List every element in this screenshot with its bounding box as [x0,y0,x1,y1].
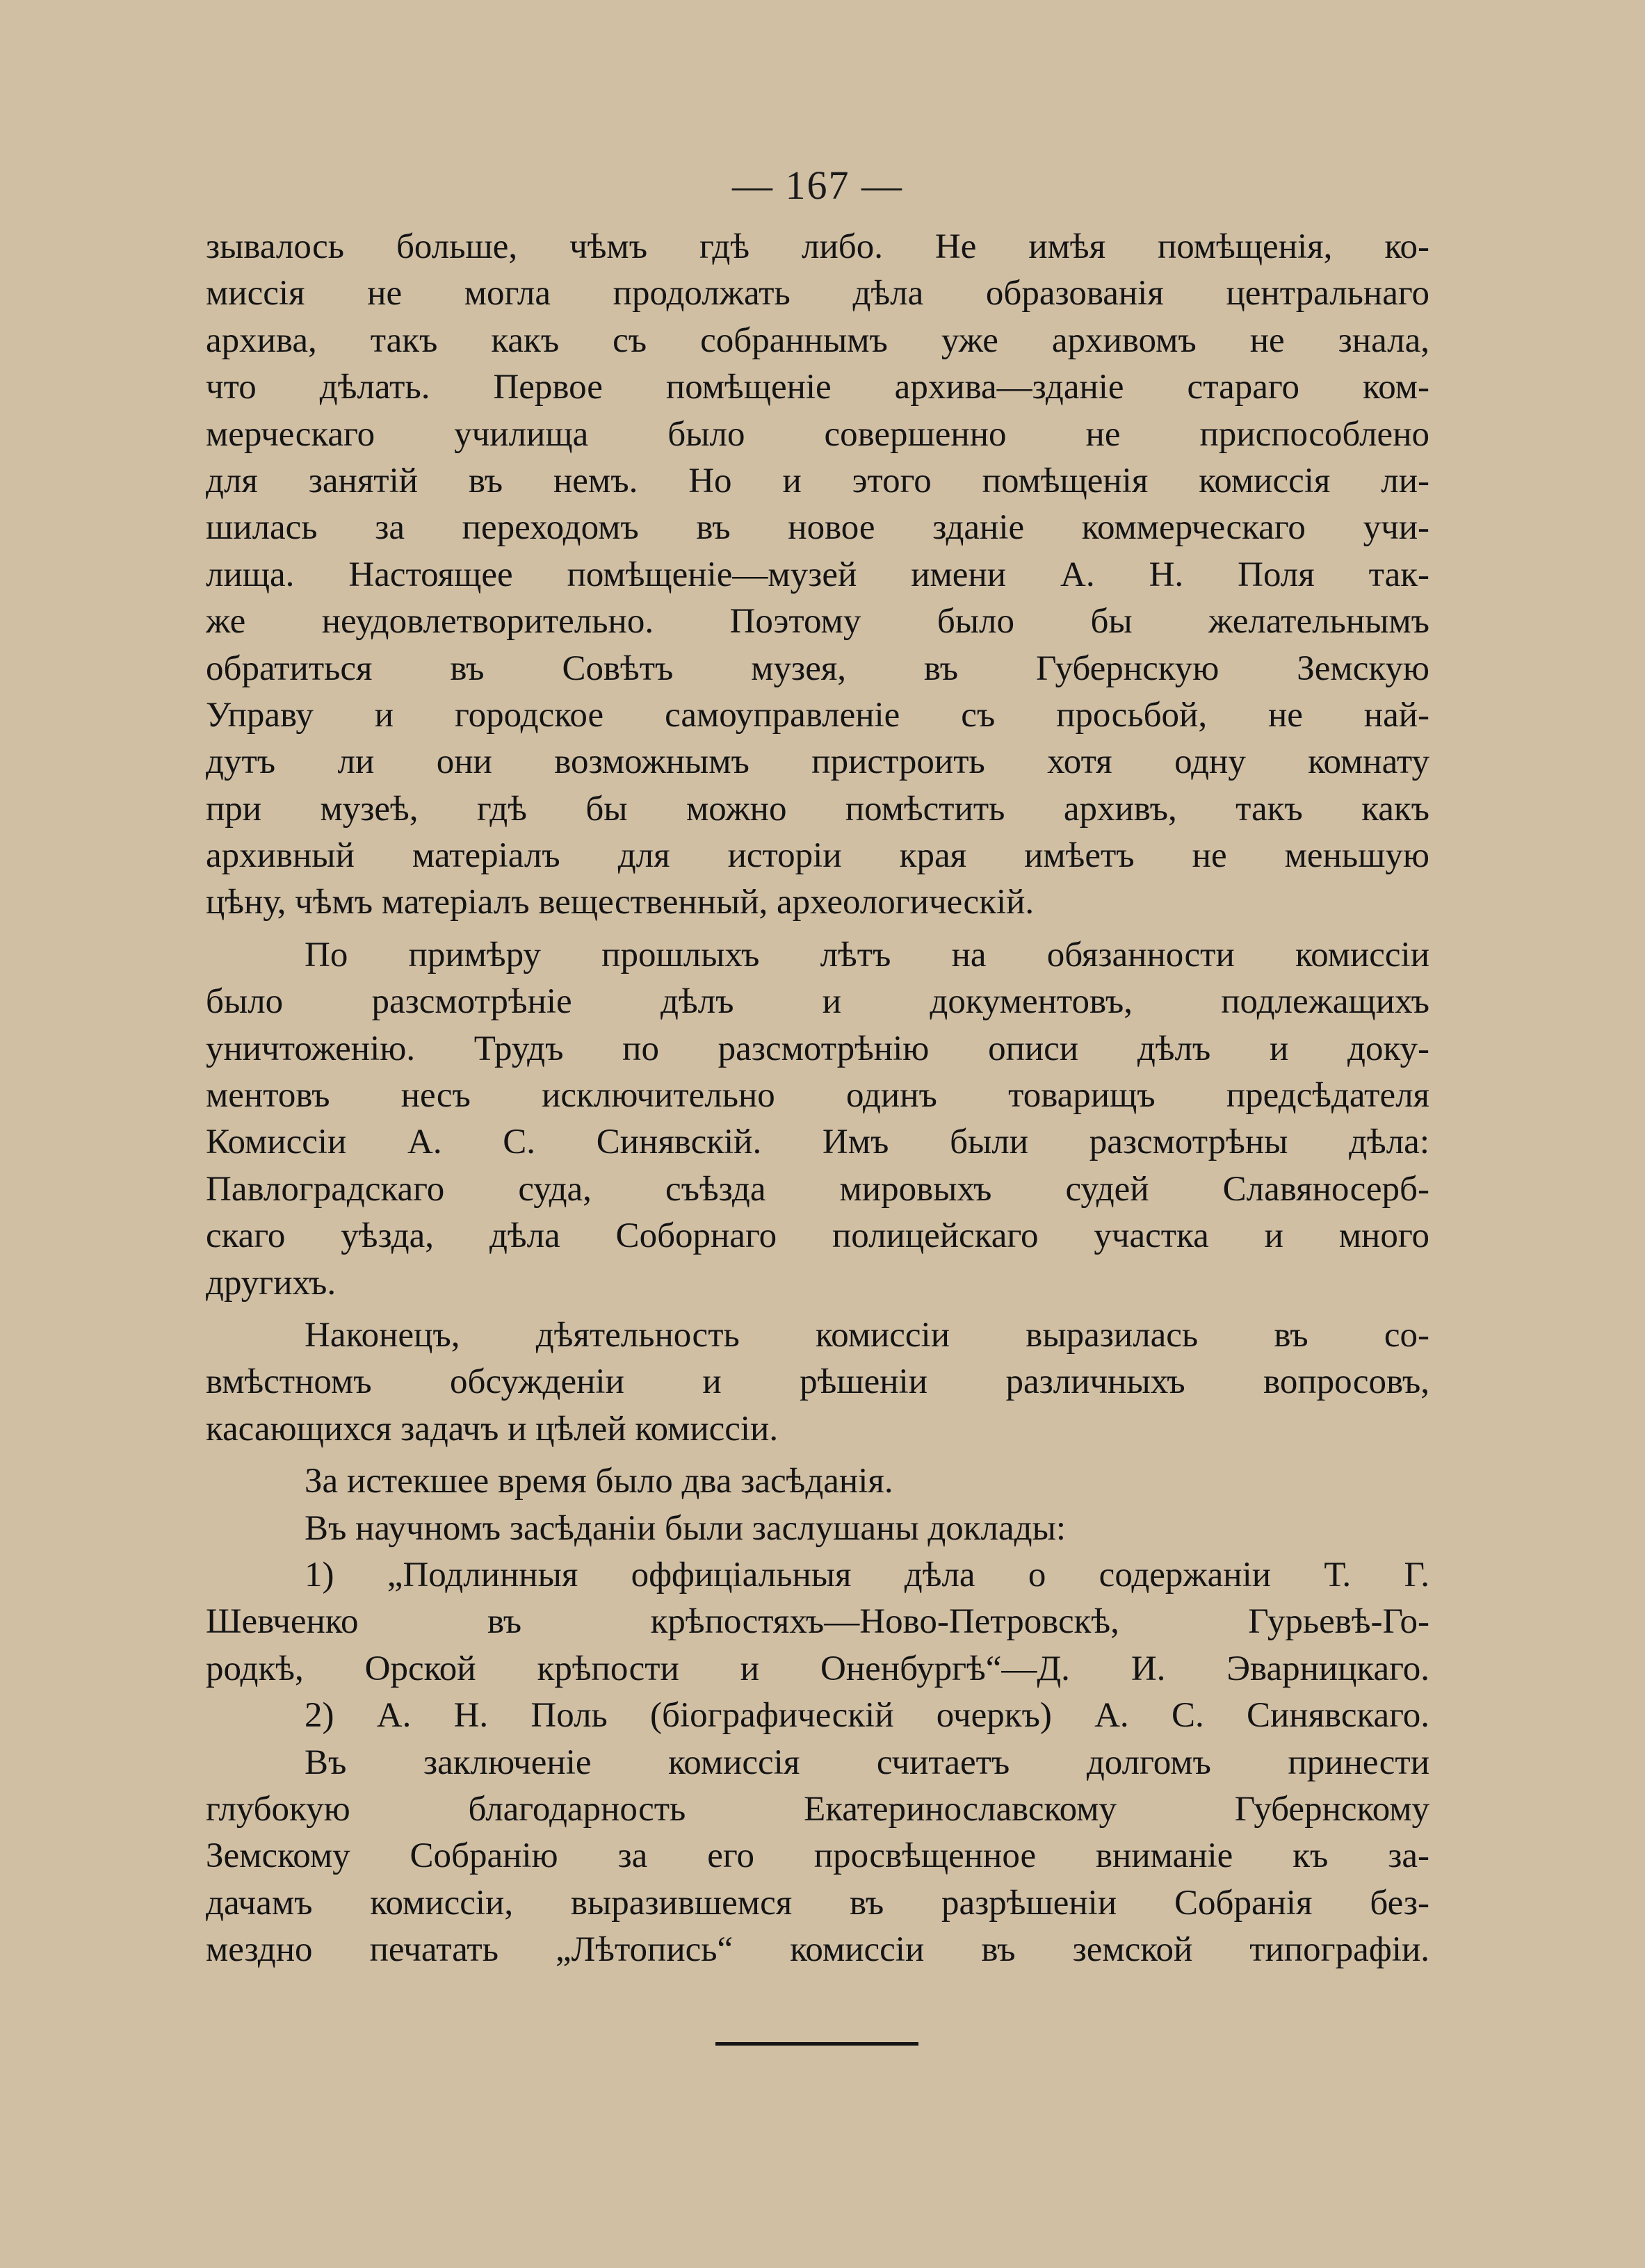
text-line: 1) „Подлинныя оффиціальныя дѣла о содержаніи Т. Г. [305,1555,1429,1594]
text-line: По примѣру прошлыхъ лѣтъ на обязанности комиссіи [305,935,1429,974]
text-line: при музеѣ, гдѣ бы можно помѣстить архивъ, такъ какъ [206,789,1429,829]
text-line: мездно печатать „Лѣтопись“ комиссіи въ земской типографіи. [206,1930,1429,1970]
text-line: уничтоженію. Трудъ по разсмотрѣнію описи дѣлъ и доку- [206,1029,1429,1068]
text-line: родкѣ, Орской крѣпости и Оненбургѣ“—Д. И. Эварницкаго. [206,1649,1429,1688]
text-line: что дѣлать. Первое помѣщеніе архива—зданіе стараго ком- [206,368,1429,407]
text-line: дутъ ли они возможнымъ пристроить хотя одну комнату [206,742,1429,782]
text-line: Комиссіи А. С. Синявскій. Имъ были разсмотрѣны дѣла: [206,1123,1429,1162]
text-line: ментовъ несъ исключительно одинъ товарищъ предсѣдателя [206,1076,1429,1116]
text-line: дачамъ комиссіи, выразившемся въ разрѣшеніи Собранія без- [206,1883,1429,1923]
text-line: мерческаго училища было совершенно не приспособлено [206,414,1429,454]
text-line: За истекшее время было два засѣданія. [305,1462,893,1501]
text-line: глубокую благодарность Екатеринославскому Губернскому [206,1789,1429,1829]
text-line: Управу и городское самоуправленіе съ просьбой, не най- [206,695,1429,735]
text-line: скаго уѣзда, дѣла Соборнаго полицейскаго участка и много [206,1216,1429,1256]
text-line: Въ научномъ засѣданіи были заслушаны доклады: [305,1508,1067,1548]
text-line: зывалось больше, чѣмъ гдѣ либо. Не имѣя помѣщенія, ко- [206,227,1429,266]
text-line: лища. Настоящее помѣщеніе—музей имени А. Н. Поля так- [206,555,1429,594]
body-text [206,224,1429,1973]
text-line: касающихся задачъ и цѣлей комиссіи. [206,1409,779,1449]
text-line: другихъ. [206,1263,337,1303]
text-line: для занятій въ немъ. Но и этого помѣщенія комиссія ли- [206,461,1429,500]
text-line: же неудовлетворительно. Поэтому было бы желательнымъ [206,602,1429,642]
text-line: Земскому Собранію за его просвѣщенное вниманіе къ за- [206,1836,1429,1876]
text-line: Въ заключеніе комиссія считаетъ долгомъ принести [305,1743,1429,1782]
text-line: миссія не могла продолжать дѣла образованія центральнаго [206,274,1429,313]
end-rule [715,2042,918,2046]
text-line: шилась за переходомъ въ новое зданіе коммерческаго учи- [206,508,1429,548]
text-line: вмѣстномъ обсужденіи и рѣшеніи различныхъ вопросовъ, [206,1362,1429,1402]
text-line: архивный матеріалъ для исторіи края имѣетъ не меньшую [206,836,1429,876]
text-line: обратиться въ Совѣтъ музея, въ Губернскую Земскую [206,648,1429,688]
text-line: Наконецъ, дѣятельность комиссіи выразилась въ со- [305,1315,1429,1355]
text-line: Павлоградскаго суда, съѣзда мировыхъ судей Славяносерб- [206,1169,1429,1209]
text-line: 2) А. Н. Поль (біографическій очеркъ) А. С. Синявскаго. [305,1696,1429,1736]
text-line: Шевченко въ крѣпостяхъ—Ново-Петровскѣ, Гурьевѣ-Го- [206,1602,1429,1642]
text-line: архива, такъ какъ съ собраннымъ уже архивомъ не знала, [206,320,1429,360]
page-number: — 167 — [732,163,903,208]
text-line: было разсмотрѣніе дѣлъ и документовъ, подлежащихъ [206,982,1429,1022]
text-line: цѣну, чѣмъ матеріалъ вещественный, археологическій. [206,883,1035,922]
document-page [206,0,1429,2268]
